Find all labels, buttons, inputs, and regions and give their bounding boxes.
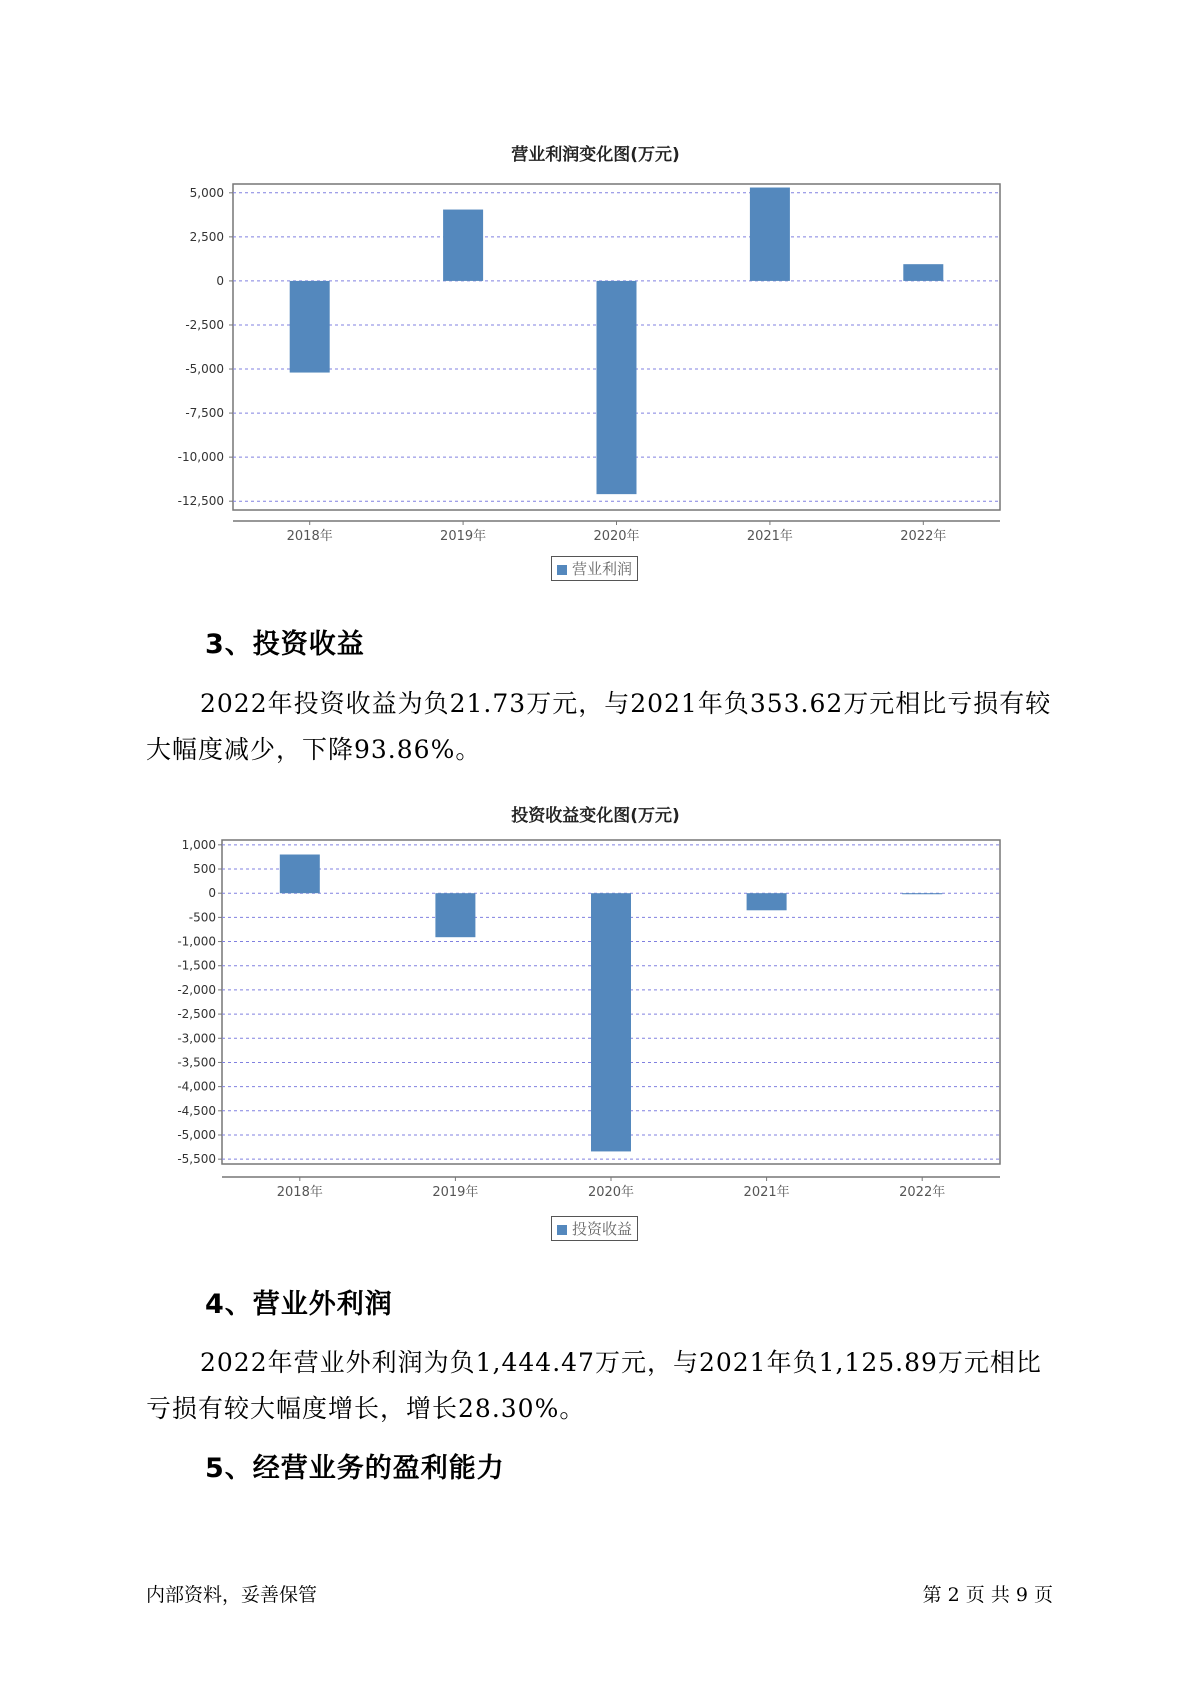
y-tick-label: -2,500	[177, 1007, 216, 1022]
section-3-heading: 3、投资收益	[205, 629, 365, 660]
y-tick-label: -12,500	[177, 494, 224, 509]
chart1-title: 营业利润变化图(万元)	[511, 145, 680, 165]
section-4-heading: 4、营业外利润	[205, 1289, 393, 1320]
y-tick-label: 5,000	[189, 185, 224, 200]
x-tick-label: 2021年	[746, 529, 793, 544]
y-tick-label: -10,000	[177, 450, 224, 465]
section-5-heading: 5、经营业务的盈利能力	[205, 1453, 505, 1484]
y-tick-label: -2,500	[185, 317, 224, 332]
x-tick-label: 2018年	[286, 529, 333, 544]
y-tick-label: -3,500	[177, 1055, 216, 1070]
section-3-text: 2022年投资收益为负21.73万元，与2021年负353.62万元相比亏损有较大幅度减少，下降93.86%。	[146, 689, 1052, 764]
footer-confidential-note: 内部资料，妥善保管	[146, 1584, 318, 1606]
y-tick-label: -4,000	[177, 1079, 216, 1094]
chart2-title: 投资收益变化图(万元)	[511, 806, 680, 826]
y-tick-label: -5,000	[185, 362, 224, 377]
x-tick-label: 2021年	[743, 1185, 790, 1200]
x-tick-label: 2019年	[432, 1185, 479, 1200]
x-tick-label: 2018年	[276, 1185, 323, 1200]
y-tick-label: 2,500	[189, 229, 224, 244]
y-tick-label: 0	[216, 273, 224, 288]
y-tick-label: 0	[208, 886, 216, 901]
chart2-legend	[551, 1216, 638, 1241]
chart2-legend-label: 投资收益	[572, 1220, 633, 1238]
x-tick-label: 2022年	[899, 1185, 946, 1200]
y-tick-label: -7,500	[185, 406, 224, 421]
legend-swatch	[557, 1225, 567, 1235]
y-tick-label: -1,500	[177, 958, 216, 973]
x-tick-label: 2020年	[593, 529, 640, 544]
bar-2018年	[280, 855, 320, 894]
y-tick-label: -500	[188, 910, 216, 925]
bar-2022年	[902, 893, 942, 894]
bar-2021年	[747, 893, 787, 910]
y-tick-label: -3,000	[177, 1031, 216, 1046]
y-tick-label: -5,500	[177, 1152, 216, 1167]
chart1-legend-label: 营业利润	[572, 560, 633, 578]
y-tick-label: -5,000	[177, 1127, 216, 1142]
y-tick-label: -1,000	[177, 934, 216, 949]
footer-page-number: 第 2 页 共 9 页	[922, 1584, 1053, 1606]
section-4-text: 2022年营业外利润为负1,444.47万元，与2021年负1,125.89万元相比亏损有较大幅度增长，增长28.30%。	[146, 1348, 1042, 1423]
bar-2020年	[591, 893, 631, 1151]
bar-2019年	[435, 893, 475, 937]
y-tick-label: -2,000	[177, 982, 216, 997]
y-tick-label: 1,000	[181, 837, 216, 852]
y-tick-label: -4,500	[177, 1103, 216, 1118]
x-tick-label: 2019年	[440, 529, 487, 544]
x-tick-label: 2022年	[900, 529, 947, 544]
y-tick-label: 500	[193, 862, 216, 877]
x-tick-label: 2020年	[587, 1185, 635, 1200]
